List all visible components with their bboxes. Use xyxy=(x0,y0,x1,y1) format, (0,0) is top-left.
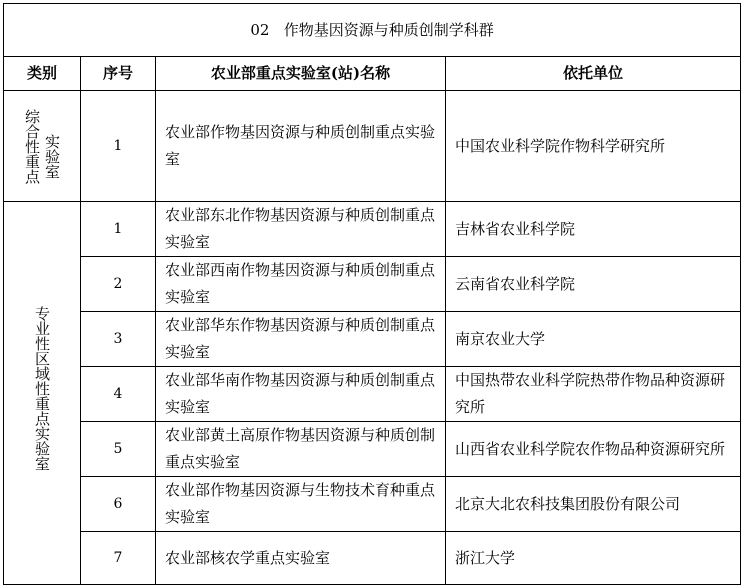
host-unit: 北京大北农科技集团股份有限公司 xyxy=(446,477,741,532)
table-row xyxy=(4,91,741,202)
row-number: 7 xyxy=(81,532,156,585)
header-number: 序号 xyxy=(81,57,156,91)
header-row xyxy=(4,57,741,91)
host-unit: 吉林省农业科学院 xyxy=(446,202,741,257)
host-unit: 山西省农业科学院农作物品种资源研究所 xyxy=(446,422,741,477)
row-number: 1 xyxy=(81,202,156,257)
lab-name: 农业部作物基因资源与种质创制重点实验室 xyxy=(156,91,446,202)
row-number: 2 xyxy=(81,257,156,312)
lab-name: 农业部东北作物基因资源与种质创制重点实验室 xyxy=(156,202,446,257)
host-unit: 中国农业科学院作物科学研究所 xyxy=(446,91,741,202)
row-number: 6 xyxy=(81,477,156,532)
lab-name: 农业部华东作物基因资源与种质创制重点实验室 xyxy=(156,312,446,367)
category-comprehensive-col2: 实验室 xyxy=(43,133,61,179)
lab-name: 农业部核农学重点实验室 xyxy=(156,532,446,585)
title-row xyxy=(4,4,741,57)
category-comprehensive xyxy=(4,91,81,202)
category-regional-label: 专业性区域性重点实验室 xyxy=(33,306,51,471)
table-title-text: 02 作物基因资源与种质创制学科群 xyxy=(250,20,494,39)
header-lab-name: 农业部重点实验室(站)名称 xyxy=(156,57,446,91)
row-number: 3 xyxy=(81,312,156,367)
table-row xyxy=(4,477,741,532)
row-number: 1 xyxy=(81,91,156,202)
lab-table xyxy=(3,3,741,585)
host-unit: 云南省农业科学院 xyxy=(446,257,741,312)
table-row xyxy=(4,257,741,312)
table-row xyxy=(4,202,741,257)
row-number: 5 xyxy=(81,422,156,477)
table-title xyxy=(4,4,741,57)
header-host-unit: 依托单位 xyxy=(446,57,741,91)
category-comprehensive-col1: 综合性重点 xyxy=(23,108,41,184)
lab-name: 农业部作物基因资源与生物技术育种重点实验室 xyxy=(156,477,446,532)
table-row xyxy=(4,532,741,585)
row-number: 4 xyxy=(81,367,156,422)
lab-name: 农业部华南作物基因资源与种质创制重点实验室 xyxy=(156,367,446,422)
table-row xyxy=(4,312,741,367)
lab-name: 农业部黄土高原作物基因资源与种质创制重点实验室 xyxy=(156,422,446,477)
host-unit: 中国热带农业科学院热带作物品种资源研究所 xyxy=(446,367,741,422)
header-category: 类别 xyxy=(4,57,81,91)
lab-name: 农业部西南作物基因资源与种质创制重点实验室 xyxy=(156,257,446,312)
table-row xyxy=(4,367,741,422)
category-regional xyxy=(4,202,81,585)
host-unit: 浙江大学 xyxy=(446,532,741,585)
host-unit: 南京农业大学 xyxy=(446,312,741,367)
table-row xyxy=(4,422,741,477)
